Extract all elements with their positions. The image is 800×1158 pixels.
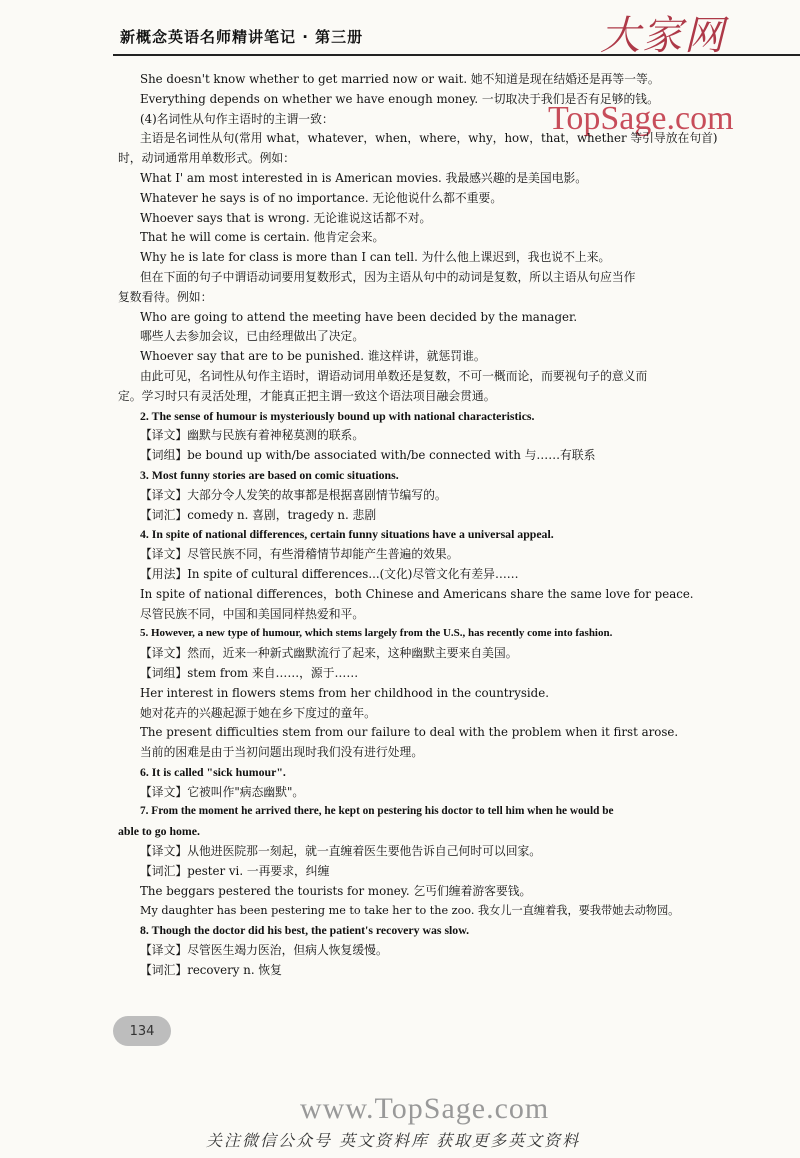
page-header (0, 0, 800, 62)
example-sentence: Why he is late for class is more than I can tell. 为什么他上课迟到，我也说不上来。 (140, 250, 611, 265)
vocab-note: 【词汇】pester vi. 一再要求，纠缠 (140, 863, 330, 878)
section-heading: (4)名词性从句作主语时的主谓一致： (140, 111, 334, 126)
vocab-note: 【词汇】recovery n. 恢复 (140, 962, 282, 977)
page-body (118, 70, 728, 981)
vocab-note: 【词汇】comedy n. 喜剧，tragedy n. 悲剧 (140, 507, 377, 522)
text-line: She doesn't know whether to get married now or wait. 她不知道是现在结婚还是再等一等。 (140, 72, 660, 86)
example-sentence: The beggars pestered the tourists for money. 乞丐们缠着游客要钱。 (140, 883, 532, 898)
example-sentence: The present difficulties stem from our failure to deal with the problem when it first arose. (140, 725, 679, 740)
book-title: 新概念英语名师精讲笔记 · 第三册 (120, 28, 364, 46)
example-sentence: Whatever he says is of no importance. 无论他说什么都不重要。 (140, 190, 503, 205)
translation-note: 【译文】大部分令人发笑的故事都是根据喜剧情节编写的。 (140, 487, 447, 502)
watermark-logo-en: TopSage.com (548, 100, 734, 137)
example-sentence: Whoever say that are to be punished. 谁这样讲，就惩罚谁。 (140, 349, 486, 364)
example-sentence: Whoever says that is wrong. 无论谁说这话都不对。 (140, 210, 432, 225)
translation-note: 【译文】尽管民族不同，有些滑稽情节却能产生普遍的效果。 (140, 547, 459, 562)
example-sentence: What I' am most interested in is American movies. 我最感兴趣的是美国电影。 (140, 170, 588, 185)
lesson-sentence-continued: able to go home. (118, 824, 200, 839)
phrase-note: 【词组】be bound up with/be associated with/be connected with 与……有联系 (140, 448, 596, 463)
text-line: 定。学习时只有灵活处理，才能真正把主谓一致这个语法项目融会贯通。 (118, 388, 496, 403)
example-sentence: In spite of national differences，both Chinese and Americans share the same love for peace. (140, 586, 694, 601)
translation-note: 【译文】尽管医生竭力医治，但病人恢复缓慢。 (140, 943, 388, 958)
usage-note: 【用法】In spite of cultural differences...(文化)尽管文化有差异…… (140, 566, 519, 581)
lesson-sentence: 2. The sense of humour is mysteriously bound up with national characteristics. (140, 408, 535, 423)
translation-note: 【译文】从他进医院那一刻起，就一直缠着医生要他告诉自己何时可以回家。 (140, 844, 542, 859)
lesson-sentence: 5. However, a new type of humour, which stems largely from the U.S., has recently come into fashion. (140, 627, 613, 640)
footer-watermark-url: www.TopSage.com (300, 1092, 550, 1125)
example-sentence: My daughter has been pestering me to take her to the zoo. 我女儿一直缠着我，要我带她去动物园。 (140, 904, 680, 918)
lesson-sentence: 4. In spite of national differences, certain funny situations have a universal appeal. (140, 527, 554, 542)
example-translation: 当前的困难是由于当初问题出现时我们没有进行处理。 (140, 745, 424, 760)
example-translation: 尽管民族不同，中国和美国同样热爱和平。 (140, 606, 365, 621)
text-line: 但在下面的句子中谓语动词要用复数形式，因为主语从句中的动词是复数，所以主语从句应当作 (140, 269, 636, 284)
example-translation: 哪些人去参加会议，已由经理做出了决定。 (140, 329, 365, 344)
page-number-badge: 134 (113, 1016, 171, 1046)
phrase-note: 【词组】stem from 来自……，源于…… (140, 665, 359, 680)
lesson-sentence: 6. It is called "sick humour". (140, 764, 286, 779)
text-line: 复数看待。例如： (118, 289, 213, 304)
text-line: Everything depends on whether we have enough money. 一切取决于我们是否有足够的钱。 (140, 91, 659, 106)
lesson-sentence: 7. From the moment he arrived there, he kept on pestering his doctor to tell him when he would be (140, 805, 614, 818)
example-sentence: Who are going to attend the meeting have been decided by the manager. (140, 309, 578, 324)
text-line: 时，动词通常用单数形式。例如： (118, 151, 295, 166)
text-line: 主语是名词性从句(常用 what，whatever，when，where，why，how，that，whether 等引导放在句首) (140, 131, 718, 146)
translation-note: 【译文】幽默与民族有着神秘莫测的联系。 (140, 428, 365, 443)
translation-note: 【译文】它被叫作"病态幽默"。 (140, 784, 305, 799)
example-translation: 她对花卉的兴趣起源于她在乡下度过的童年。 (140, 705, 376, 720)
lesson-sentence: 8. Though the doctor did his best, the patient's recovery was slow. (140, 923, 470, 938)
lesson-sentence: 3. Most funny stories are based on comic situations. (140, 467, 399, 482)
example-sentence: Her interest in flowers stems from her childhood in the countryside. (140, 685, 549, 700)
footer-note: 关注微信公众号 英文资料库 获取更多英文资料 (206, 1131, 581, 1150)
watermark-logo-cn: 大家网 (600, 13, 726, 59)
example-sentence: That he will come is certain. 他肯定会来。 (140, 230, 385, 245)
text-line: 由此可见，名词性从句作主语时，谓语动词用单数还是复数，不可一概而论，而要视句子的意义而 (140, 368, 648, 383)
translation-note: 【译文】然而，近来一种新式幽默流行了起来，这种幽默主要来自美国。 (140, 646, 518, 661)
